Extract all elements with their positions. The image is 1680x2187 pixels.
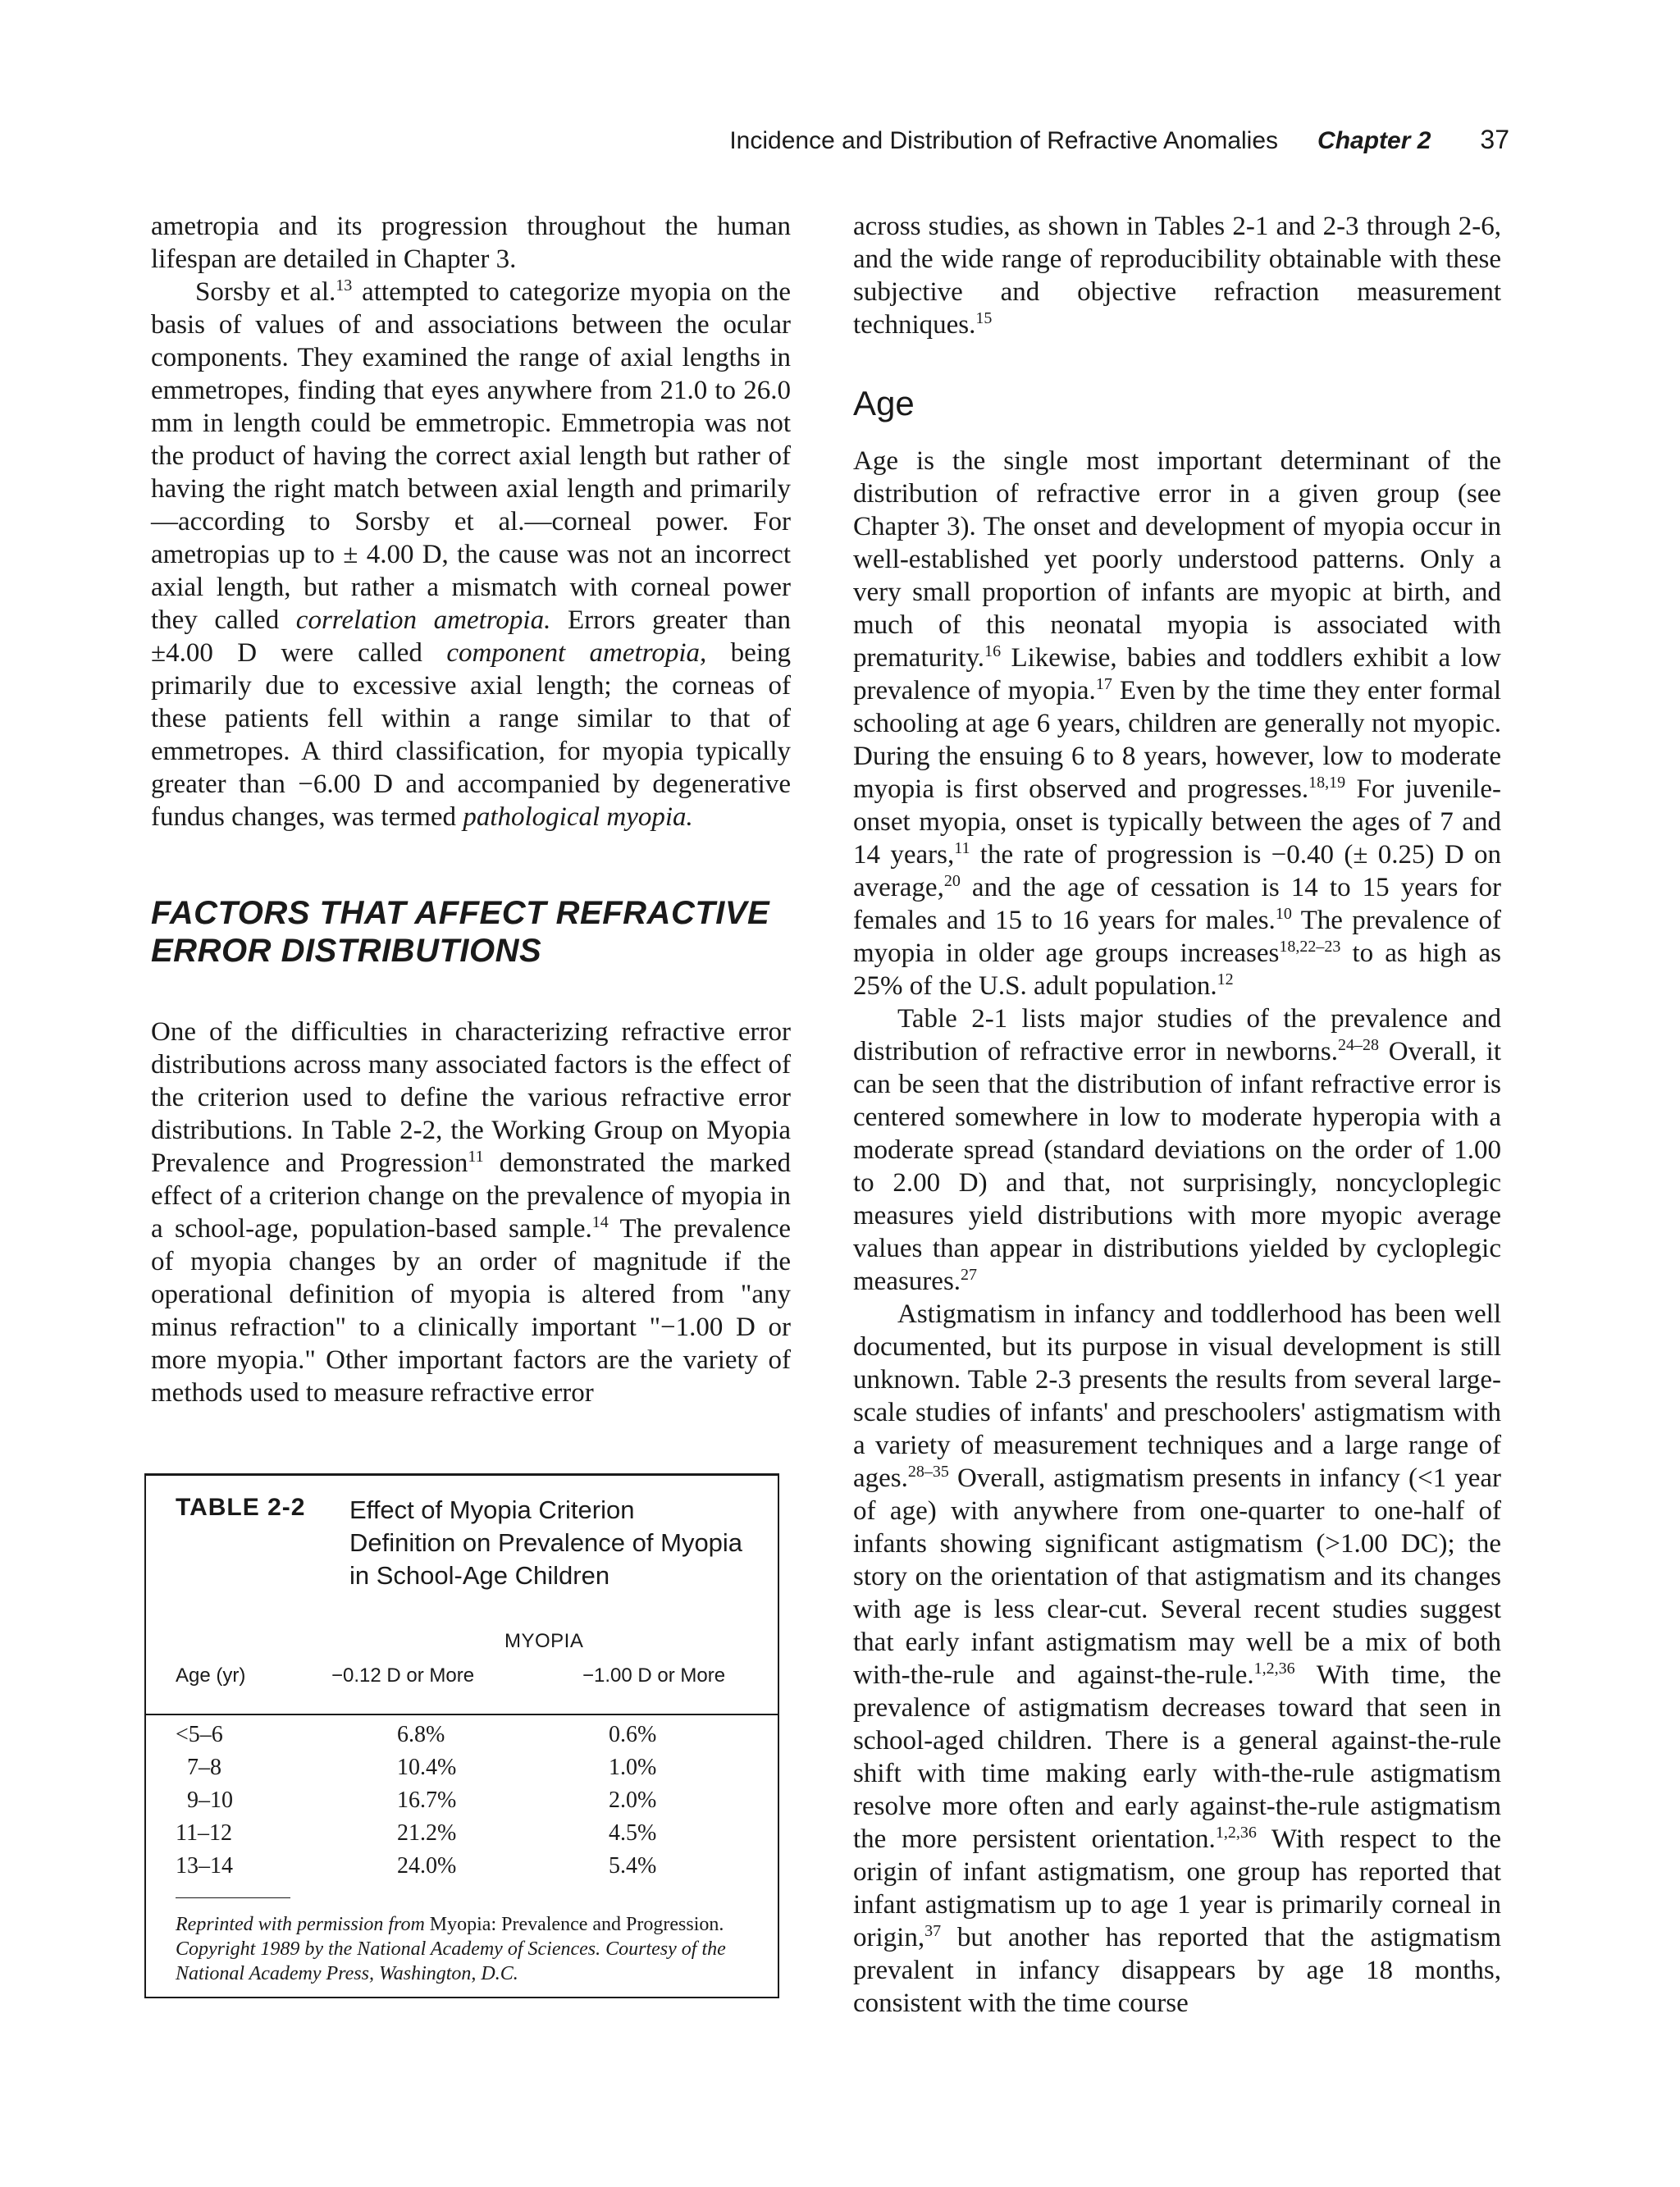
table-title: Effect of Myopia Criterion Definition on Prevalence of Myopia in School-Age Children	[349, 1495, 743, 1590]
text-run: Overall, astigmatism presents in infancy (<1 year of age) with anywhere from one-quarter to one-half of infants showing significant astigmatism (>1.00 DC); the story on the orientation of that astigmatism and its changes with age is less clear-cut. Several recent studies suggest that early infant astigmatism may well be a mix of both with-the-rule and against-the-rule.	[853, 1463, 1501, 1690]
running-head-chapter: Chapter 2	[1317, 127, 1431, 154]
paragraph-right-3	[853, 1002, 1501, 1298]
citation: 1,2,36	[1215, 1824, 1257, 1842]
text-run: One of the difficulties in characterizing refractive error distributions across many associated factors is the effect of the criterion used to define the various refractive error distributions. In Table 2-2, the Working Group on Myopia Prevalence and Progression	[151, 1017, 791, 1178]
table-credit	[176, 1912, 758, 1986]
cell-100: 1.0%	[609, 1755, 657, 1780]
column-header-100: −1.00 D or More	[582, 1664, 726, 1687]
text-run: across studies, as shown in Tables 2-1 and 2-3 through 2-6, and the wide range of reproducibility obtainable with these subjective and objective refraction measurement techniques.	[853, 212, 1501, 340]
cell-012: 6.8%	[397, 1722, 445, 1747]
table-row	[146, 1755, 778, 1787]
text-run: Even by the time they enter formal schooling at age 6 years, children are generally not myopic. During the ensuing 6 to 8 years, however, low to moderate myopia is first observed and progresses.	[853, 676, 1501, 804]
table-row	[146, 1722, 778, 1755]
citation: 16	[984, 642, 1002, 660]
table-header	[176, 1494, 743, 1592]
right-column	[853, 210, 1501, 2020]
table-row	[146, 1787, 778, 1820]
subsection-heading: Age	[853, 384, 915, 422]
cell-age: <5–6	[176, 1722, 223, 1747]
citation: 15	[975, 309, 993, 327]
table-column-headers	[146, 1630, 778, 1715]
cell-012: 24.0%	[397, 1853, 457, 1879]
credit-text: Reprinted with permission from	[176, 1914, 430, 1935]
paragraph-left-3	[151, 1016, 791, 1409]
citation: 37	[924, 1922, 942, 1940]
text-run: to as high as 25% of the U.S. adult population.	[853, 938, 1501, 1001]
citation: 18,22–23	[1279, 938, 1341, 956]
text-run: For juvenile-onset myopia, onset is typically between the ages of 7 and 14 years,	[853, 774, 1501, 870]
table-row	[146, 1853, 778, 1886]
citation: 1,2,36	[1253, 1660, 1295, 1678]
citation: 10	[1275, 905, 1292, 923]
section-heading: FACTORS THAT AFFECT REFRACTIVE ERROR DISTRIBUTIONS	[151, 895, 770, 969]
text-run: being primarily due to excessive axial length; the corneas of these patients fell within a range similar to that of emmetropes. A third classification, for myopia typically greater than −6.00 D and accompanied by degenerative fundus changes, was termed	[151, 638, 791, 832]
table-row	[146, 1820, 778, 1853]
italic-term: correlation ametropia.	[295, 605, 551, 635]
paragraph-left-1: ametropia and its progression throughout the human lifespan are detailed in Chapter 3.	[151, 212, 791, 274]
text-run: Sorsby et al.	[195, 277, 336, 307]
cell-012: 16.7%	[397, 1787, 457, 1813]
citation: 12	[1217, 970, 1234, 988]
cell-012: 21.2%	[397, 1820, 457, 1846]
citation: 24–28	[1338, 1036, 1380, 1054]
cell-age: 13–14	[176, 1853, 233, 1879]
cell-age: 11–12	[176, 1820, 232, 1846]
column-group-header: MYOPIA	[504, 1630, 584, 1652]
text-run: Errors greater than ±4.00 D were called	[151, 605, 792, 668]
text-run: Astigmatism in infancy and toddlerhood has been well documented, but its purpose in visual development is still unknown. Table 2-3 presents the results from several large-scale studies of infants' and preschoolers' astigmatism with a variety of measurement techniques and a large range of ages.	[853, 1299, 1501, 1493]
text-run: attempted to categorize myopia on the basis of values of and associations between the ocular components. They examined the range of axial lengths in emmetropes, finding that eyes anywhere from 21.0 to 26.0 mm in length could be emmetropic. Emmetropia was not the product of having the correct axial length but rather of having the right match between axial length and primarily—according to Sorsby et al.—corneal power. For ametropias up to ± 4.00 D, the cause was not an incorrect axial length, but rather a mismatch with corneal power they called	[151, 277, 791, 635]
running-head	[0, 125, 1509, 166]
cell-age: 9–10	[187, 1787, 233, 1813]
citation: 14	[591, 1213, 609, 1231]
citation: 13	[336, 276, 353, 294]
table-body	[146, 1722, 778, 1886]
text-run: but another has reported that the astigmatism prevalent in infancy disappears by age 18 months, consistent with the time course	[853, 1923, 1501, 2018]
paragraph-right-1	[853, 210, 1501, 341]
table-2-2	[144, 1473, 779, 1998]
footnote-rule	[176, 1897, 290, 1898]
page-number: 37	[1480, 125, 1509, 154]
text-run: Table 2-1 lists major studies of the prevalence and distribution of refractive error in newborns.	[853, 1004, 1501, 1066]
paragraph-left-2	[151, 276, 791, 833]
text-run: The prevalence of myopia changes by an order of magnitude if the operational definition of myopia is altered from "any minus refraction" to a clinically important "−1.00 D or more myopia." Other important factors are the variety of methods used to measure refractive error	[151, 1214, 792, 1408]
citation: 27	[961, 1266, 978, 1284]
text-run: Overall, it can be seen that the distribution of infant refractive error is centered somewhere in low to moderate hyperopia with a moderate spread (standard deviations on the order of 1.00 to 2.00 D) and that, not surprisingly, noncycloplegic measures yield distributions with more myopic average values than appear in distributions yielded by cycloplegic measures.	[853, 1037, 1501, 1296]
paragraph-right-2	[853, 445, 1501, 1002]
text-run: Age is the single most important determinant of the distribution of refractive error in a given group (see Chapter 3). The onset and development of myopia occur in well-established yet poorly understood patterns. Only a very small proportion of infants are myopic at birth, and much of this neonatal myopia is associated with prematurity.	[853, 446, 1501, 673]
credit-book-title: Myopia: Prevalence and Progression.	[429, 1914, 724, 1935]
credit-text: Copyright 1989 by the National Academy of Sciences. Courtesy of the National Academy Press, Washington, D.C.	[176, 1938, 726, 1984]
column-header-012: −0.12 D or More	[331, 1664, 475, 1687]
text-run: the rate of progression is −0.40 (± 0.25) D on average,	[853, 840, 1501, 902]
cell-100: 2.0%	[609, 1787, 657, 1813]
text-run: With respect to the origin of infant astigmatism, one group has reported that infant astigmatism up to age 1 year is primarily corneal in origin,	[853, 1824, 1501, 1952]
citation: 20	[943, 872, 961, 890]
text-run: The prevalence of myopia in older age groups increases	[853, 906, 1501, 968]
cell-012: 10.4%	[397, 1755, 457, 1780]
left-column	[151, 210, 791, 1409]
table-label: TABLE 2-2	[176, 1494, 306, 1521]
cell-100: 4.5%	[609, 1820, 657, 1846]
italic-term: pathological myopia.	[463, 802, 693, 832]
text-run: Likewise, babies and toddlers exhibit a low prevalence of myopia.	[853, 643, 1501, 705]
citation: 11	[468, 1148, 484, 1166]
citation: 17	[1095, 675, 1112, 693]
citation: 18,19	[1308, 774, 1346, 792]
citation: 28–35	[907, 1463, 949, 1481]
text-run: With time, the prevalence of astigmatism decreases toward that seen in school-aged children. There is a general against-the-rule shift with time making early with-the-rule astigmatism resolve more often and early against-the-rule astigmatism the more persistent orientation.	[853, 1660, 1501, 1854]
cell-age: 7–8	[187, 1755, 221, 1780]
text-run: demonstrated the marked effect of a criterion change on the prevalence of myopia in a school-age, population-based sample.	[151, 1148, 791, 1244]
cell-100: 0.6%	[609, 1722, 657, 1747]
paragraph-right-4	[853, 1298, 1501, 2020]
text-run: and the age of cessation is 14 to 15 years for females and 15 to 16 years for males.	[853, 873, 1501, 935]
running-head-title: Incidence and Distribution of Refractive Anomalies	[729, 127, 1279, 154]
cell-100: 5.4%	[609, 1853, 657, 1879]
citation: 11	[954, 839, 970, 857]
italic-term: component ametropia,	[446, 638, 707, 668]
column-header-age: Age (yr)	[176, 1664, 246, 1687]
